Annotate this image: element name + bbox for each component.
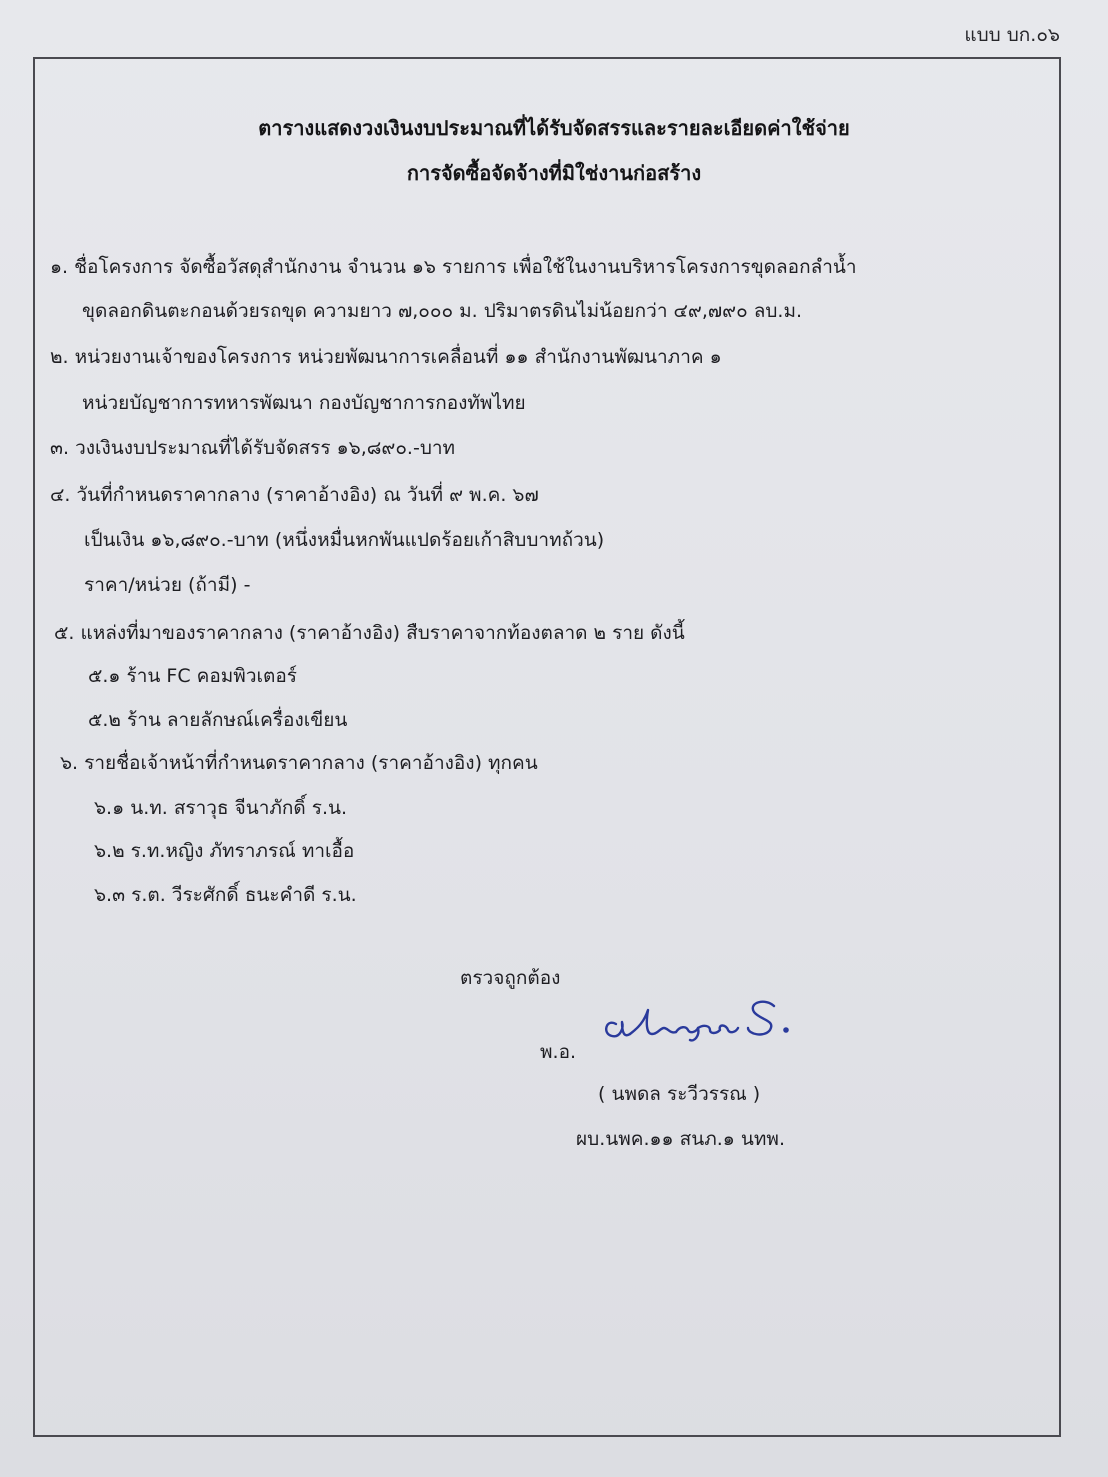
item-1-project-detail: ขุดลอกดินตะกอนด้วยรถขุด ความยาว ๗,๐๐๐ ม. ปริมาตรดินไม่น้อยกว่า ๔๙,๗๙๐ ลบ.ม. [82,300,803,322]
item-6-officers: ๖. รายชื่อเจ้าหน้าที่กำหนดราคากลาง (ราคาอ้างอิง) ทุกคน [60,752,538,774]
item-1-project-name: ๑. ชื่อโครงการ จัดซื้อวัสดุสำนักงาน จำนวน ๑๖ รายการ เพื่อใช้ในงานบริหารโครงการขุดลอกลำน้ำ [50,256,857,278]
item-4-amount: เป็นเงิน ๑๖,๘๙๐.-บาท (หนึ่งหมื่นหกพันแปดร้อยเก้าสิบบาทถ้วน) [84,529,605,551]
item-2-owner-unit: ๒. หน่วยงานเจ้าของโครงการ หน่วยพัฒนาการเคลื่อนที่ ๑๑ สำนักงานพัฒนาภาค ๑ [50,346,722,368]
verified-label: ตรวจถูกต้อง [460,967,561,989]
signer-name: ( นพดล ระวีวรรณ ) [598,1083,761,1105]
form-code: แบบ บก.๐๖ [964,24,1060,46]
signer-rank: พ.อ. [540,1041,577,1063]
signer-position: ผบ.นพค.๑๑ สนภ.๑ นทพ. [576,1128,785,1150]
item-6-1-officer: ๖.๑ น.ท. สราวุธ จีนาภักดิ์ ร.น. [94,797,348,819]
handwritten-signature [598,988,798,1062]
item-5-1-shop: ๕.๑ ร้าน FC คอมพิวเตอร์ [88,665,297,687]
item-5-2-shop: ๕.๒ ร้าน ลายลักษณ์เครื่องเขียน [88,709,348,731]
item-4-reference-date: ๔. วันที่กำหนดราคากลาง (ราคาอ้างอิง) ณ วันที่ ๙ พ.ค. ๖๗ [50,484,539,506]
document-title-line-1: ตารางแสดงวงเงินงบประมาณที่ได้รับจัดสรรและรายละเอียดค่าใช้จ่าย [258,116,850,140]
item-6-3-officer: ๖.๓ ร.ต. วีระศักดิ์ ธนะคำดี ร.น. [94,884,357,906]
item-4-unit-price: ราคา/หน่วย (ถ้ามี) - [84,574,251,596]
document-title-line-2: การจัดซื้อจัดจ้างที่มิใช่งานก่อสร้าง [406,161,702,185]
item-6-2-officer: ๖.๒ ร.ท.หญิง ภัทราภรณ์ ทาเอื้อ [94,840,355,862]
item-2-owner-unit-detail: หน่วยบัญชาการทหารพัฒนา กองบัญชาการกองทัพไทย [82,392,526,414]
item-3-budget: ๓. วงเงินงบประมาณที่ได้รับจัดสรร ๑๖,๘๙๐.-บาท [50,437,456,459]
item-5-price-source: ๕. แหล่งที่มาของราคากลาง (ราคาอ้างอิง) สืบราคาจากท้องตลาด ๒ ราย ดังนี้ [54,622,685,644]
